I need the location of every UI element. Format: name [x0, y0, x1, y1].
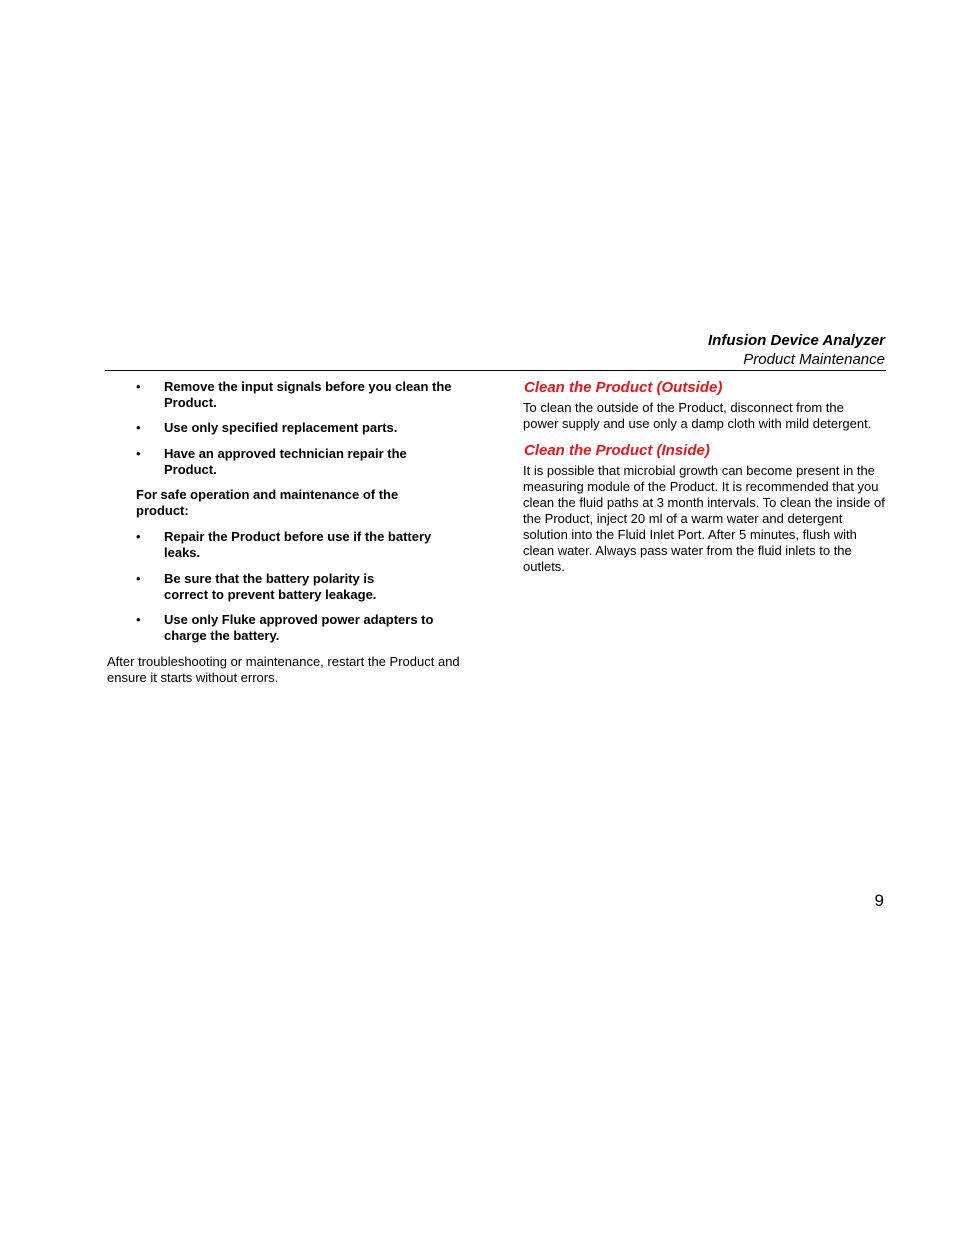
bullet-item	[107, 612, 467, 644]
bullet-text: Use only Fluke approved power adapters to charge the battery.	[164, 612, 434, 643]
bullet-text: Remove the input signals before you clean the Product.	[164, 379, 452, 410]
bullet-item	[107, 571, 467, 603]
safe-operation-note: For safe operation and maintenance of the product:	[136, 487, 399, 518]
right-column	[523, 379, 888, 575]
bullet-item	[107, 446, 467, 478]
section-body-outside: To clean the outside of the Product, disconnect from the power supply and use only a damp cloth with mild detergent.	[523, 400, 872, 431]
section-subtitle: Product Maintenance	[743, 351, 885, 368]
closing-paragraph: After troubleshooting or maintenance, restart the Product and ensure it starts without errors.	[107, 654, 460, 685]
bullet-icon: •	[136, 612, 141, 627]
bullet-text: Use only specified replacement parts.	[164, 420, 398, 435]
bullet-item	[107, 420, 467, 436]
bullet-text: Repair the Product before use if the battery leaks.	[164, 529, 432, 560]
bullet-icon: •	[136, 571, 141, 586]
bullet-item	[107, 529, 467, 561]
bullet-icon: •	[136, 446, 141, 461]
bullet-icon: •	[136, 420, 141, 435]
section-body-inside: It is possible that microbial growth can become present in the measuring module of the Product. It is recommended that you clean the fluid paths at 3 month intervals. To clean the inside of the Product, inject 20 ml of a warm water and detergent solution into the Fluid Inlet Port. After 5 minutes, flush with clean water. Always pass water from the fluid inlets to the outlets.	[523, 463, 885, 574]
bullet-icon: •	[136, 379, 141, 394]
header-divider	[105, 370, 886, 371]
bullet-icon: •	[136, 529, 141, 544]
bullet-item	[107, 379, 467, 411]
document-title: Infusion Device Analyzer	[708, 332, 885, 349]
bullet-text: Have an approved technician repair the Product.	[164, 446, 407, 477]
page-number: 9	[874, 891, 884, 910]
left-column	[107, 379, 467, 686]
section-heading-inside: Clean the Product (Inside)	[524, 442, 710, 459]
bullet-text: Be sure that the battery polarity is correct to prevent battery leakage.	[164, 571, 377, 602]
section-heading-outside: Clean the Product (Outside)	[524, 379, 723, 396]
